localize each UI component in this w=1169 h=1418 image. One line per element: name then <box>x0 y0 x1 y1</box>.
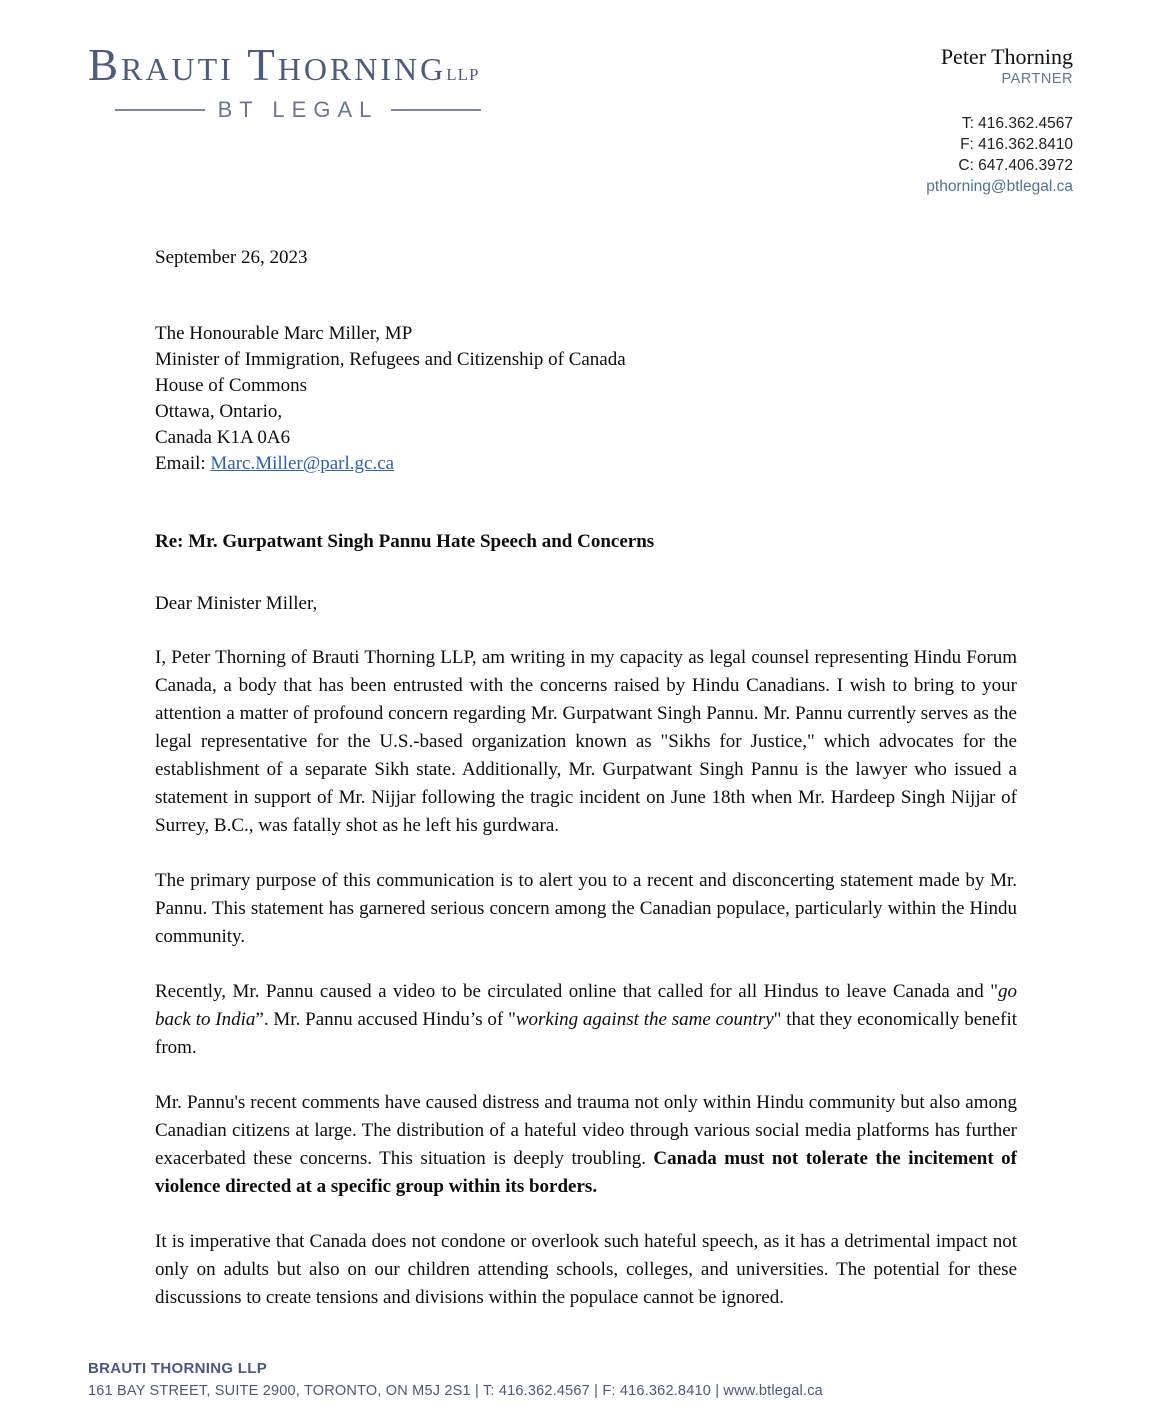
recipient-line: Ottawa, Ontario, <box>155 401 283 423</box>
email-label: Email: <box>155 453 211 475</box>
tagline-rule-left <box>115 109 205 111</box>
paragraph <box>155 644 1017 840</box>
footer-address-line: 161 BAY STREET, SUITE 2900, TORONTO, ON M5J 2S1 | T: 416.362.4567 | F: 416.362.8410 | www.btlegal.ca <box>88 1383 823 1399</box>
text: " that they economically benefit from. <box>155 1009 1017 1059</box>
contact-email-link[interactable]: pthorning@btlegal.ca <box>926 178 1073 196</box>
contact-phones <box>926 113 1073 176</box>
firm-logo-name-text: Brauti Thorning <box>88 40 447 90</box>
contact-card <box>926 42 1073 197</box>
recipient-block <box>155 321 1017 451</box>
recipient-line: Canada K1A 0A6 <box>155 427 291 449</box>
italic-text: working against the same country <box>515 1009 774 1031</box>
text: Mr. Pannu's recent comments have caused distress and trauma not only within Hindu community but also among Canadian citizens at large. The distribution of a hateful video through various social media platforms has further exacerbated these concerns. This situation is deeply troubling. <box>155 1092 1017 1170</box>
contact-title: PARTNER <box>1001 71 1073 88</box>
firm-logo <box>88 42 508 123</box>
footer-firm-name: BRAUTI THORNING LLP <box>88 1360 268 1377</box>
recipient-email-line <box>155 451 1017 477</box>
page-footer <box>88 1358 1081 1402</box>
paragraph <box>155 1228 1017 1312</box>
paragraph <box>155 1089 1017 1201</box>
letter-date: September 26, 2023 <box>155 247 308 269</box>
paragraph <box>155 867 1017 951</box>
letter-content <box>155 245 1017 1312</box>
firm-logo-llp: LLP <box>446 65 480 84</box>
contact-phone: F: 416.362.8410 <box>960 136 1073 154</box>
text: Recently, Mr. Pannu caused a video to be circulated online that called for all Hindus to leave Canada and " <box>155 981 998 1003</box>
subject-line: Re: Mr. Gurpatwant Singh Pannu Hate Speech and Concerns <box>155 531 655 553</box>
recipient-line: Minister of Immigration, Refugees and Citizenship of Canada <box>155 349 626 371</box>
contact-phone: C: 647.406.3972 <box>958 157 1073 175</box>
bold-text: Canada must not tolerate the incitement of violence directed at a specific group within its borders. <box>155 1148 1017 1198</box>
italic-text: go back to India <box>155 981 1017 1031</box>
paragraph <box>155 978 1017 1062</box>
contact-name: Peter Thorning <box>940 44 1073 69</box>
tagline-rule-right <box>391 109 481 111</box>
letter-body <box>155 644 1017 1312</box>
recipient-line: The Honourable Marc Miller, MP <box>155 323 413 345</box>
firm-logo-tagline <box>88 97 508 123</box>
contact-phone: T: 416.362.4567 <box>961 115 1073 133</box>
text: I, Peter Thorning of Brauti Thorning LLP, am writing in my capacity as legal counsel representing Hindu Forum Canada, a body that has been entrusted with the concerns raised by Hindu Canadians. I wish to bring to your attention a matter of profound concern regarding Mr. Gurpatwant Singh Pannu. Mr. Pannu currently serves as the legal representative for the U.S.-based organization known as "Sikhs for Justice," which advocates for the establishment of a separate Sikh state. Additionally, Mr. Gurpatwant Singh Pannu is the lawyer who issued a statement in support of Mr. Nijjar following the tragic incident on June 18th when Mr. Hardeep Singh Nijjar of Surrey, B.C., was fatally shot as he left his gurdwara. <box>155 647 1017 837</box>
letterhead <box>0 0 1169 197</box>
firm-logo-name <box>88 42 508 89</box>
text: ”. Mr. Pannu accused Hindu’s of " <box>255 1009 516 1031</box>
recipient-email-link[interactable]: Marc.Miller@parl.gc.ca <box>210 453 395 475</box>
salutation: Dear Minister Miller, <box>155 593 318 615</box>
text: The primary purpose of this communication is to alert you to a recent and disconcerting statement made by Mr. Pannu. This statement has garnered serious concern among the Canadian populace, particularly within the Hindu community. <box>155 870 1017 948</box>
firm-logo-tagline-text: BT LEGAL <box>217 97 379 123</box>
text: It is imperative that Canada does not condone or overlook such hateful speech, as it has a detrimental impact not only on adults but also on our children attending schools, colleges, and universities. The potential for these discussions to create tensions and divisions within the populace cannot be ignored. <box>155 1231 1017 1309</box>
recipient-line: House of Commons <box>155 375 307 397</box>
